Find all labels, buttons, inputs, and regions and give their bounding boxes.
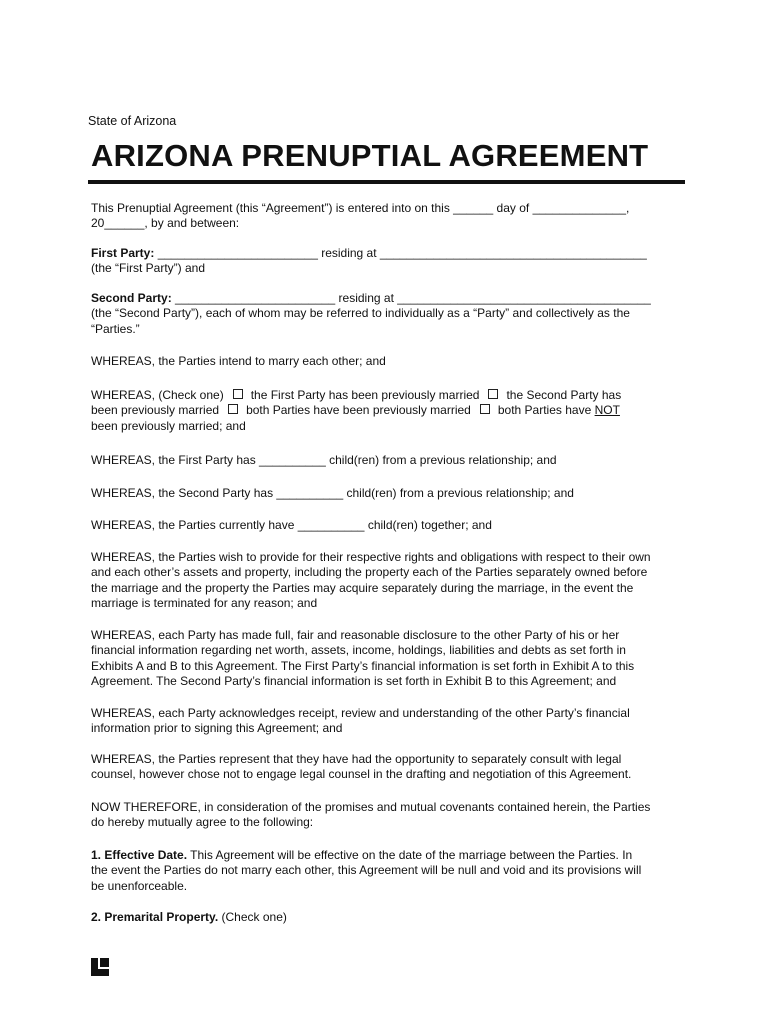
paragraph-line: WHEREAS, the Parties wish to provide for their respective rights and obligations with respect to their own [91,550,651,564]
whereas-married-checklist [91,388,681,434]
paragraph-line: marriage is terminated for any reason; and [91,595,318,610]
title-rule [88,180,685,184]
whereas-counsel-paragraph [91,752,681,783]
whereas-receipt-paragraph [91,706,681,737]
paragraph-line: the marriage and the property the Parties may acquire separately during the marriage, in the event the [91,580,634,595]
whereas-marry: WHEREAS, the Parties intend to marry each other; and [91,354,386,368]
section-note: (Check one) [218,910,287,924]
paragraph-line: financial information regarding net worth, assets, income, holdings, liabilities and debts as set forth in [91,643,626,658]
whereas-second-children: WHEREAS, the Second Party has __________ child(ren) from a previous relationship; and [91,486,574,500]
second-party-paragraph [91,291,681,337]
option-second-party-married-cont: been previously married [91,403,220,418]
option-first-party-married: the First Party has been previously married [250,388,480,402]
now-therefore-paragraph [91,800,681,831]
state-label: State of Arizona [88,114,177,128]
checkbox-icon[interactable] [233,389,243,399]
first-party-fields: ________________________ residing at ________________________________________ [154,246,647,260]
second-party-fields: ________________________ residing at ______________________________________ [171,291,651,305]
first-party-paragraph [91,246,681,277]
whereas-married-tail: been previously married; and [91,418,246,433]
paragraph-line: be unenforceable. [91,878,188,893]
paragraph-line: counsel, however chose not to engage legal counsel in the drafting and negotiation of this Agreement. [91,767,632,782]
document-logo-icon [91,958,109,976]
checkbox-icon[interactable] [228,404,238,414]
first-party-designation: (the “First Party”) and [91,261,206,276]
whereas-first-children: WHEREAS, the First Party has __________ child(ren) from a previous relationship; and [91,453,557,467]
intro-paragraph [91,201,681,232]
paragraph-line: the event the Parties do not marry each other, this Agreement will be null and void and its provisions will [91,863,642,878]
paragraph-line: do hereby mutually agree to the following: [91,815,314,830]
paragraph-line: This Agreement will be effective on the date of the marriage between the Parties. In [187,848,633,862]
intro-line: This Prenuptial Agreement (this “Agreement”) is entered into on this ______ day of ______________, [91,201,630,215]
whereas-together-children: WHEREAS, the Parties currently have __________ child(ren) together; and [91,518,492,532]
paragraph-line: Agreement. The Second Party’s financial information is set forth in Exhibit B to this Agreement; and [91,673,617,688]
section-effective-date [91,848,681,894]
intro-line: 20______, by and between: [91,216,240,231]
second-party-label: Second Party: [91,291,172,305]
first-party-label: First Party: [91,246,155,260]
paragraph-line: Exhibits A and B to this Agreement. The First Party’s financial information is set forth in Exhibit A to this [91,658,635,673]
second-party-designation: (the “Second Party”), each of whom may be referred to individually as a “Party” and collectively as the [91,306,630,321]
section-heading: 1. Effective Date. [91,848,188,862]
paragraph-line: WHEREAS, each Party has made full, fair and reasonable disclosure to the other Party of his or her [91,628,620,642]
paragraph-line: WHEREAS, each Party acknowledges receipt, review and understanding of the other Party’s financial [91,706,630,720]
document-title: ARIZONA PRENUPTIAL AGREEMENT [91,138,649,173]
whereas-rights-paragraph [91,550,681,611]
whereas-disclosure-paragraph [91,628,681,689]
paragraph-line: and each other’s assets and property, including the property each of the Parties separately owned before [91,565,648,580]
paragraph-line: NOW THEREFORE, in consideration of the promises and mutual covenants contained herein, the Parties [91,800,651,814]
checkbox-icon[interactable] [488,389,498,399]
section-heading: 2. Premarital Property. [91,910,219,924]
not-emphasis: NOT [594,403,620,418]
option-second-party-married: the Second Party has [506,388,622,402]
option-both-not-married: both Parties have [497,403,595,418]
paragraph-line: WHEREAS, the Parties represent that they have had the opportunity to separately consult with legal [91,752,622,766]
section-premarital-property [91,910,681,925]
checkbox-icon[interactable] [480,404,490,414]
option-both-married: both Parties have been previously married [246,403,471,418]
whereas-married-lead: WHEREAS, (Check one) [91,388,224,402]
second-party-designation: “Parties.” [91,321,140,336]
paragraph-line: information prior to signing this Agreement; and [91,721,343,736]
